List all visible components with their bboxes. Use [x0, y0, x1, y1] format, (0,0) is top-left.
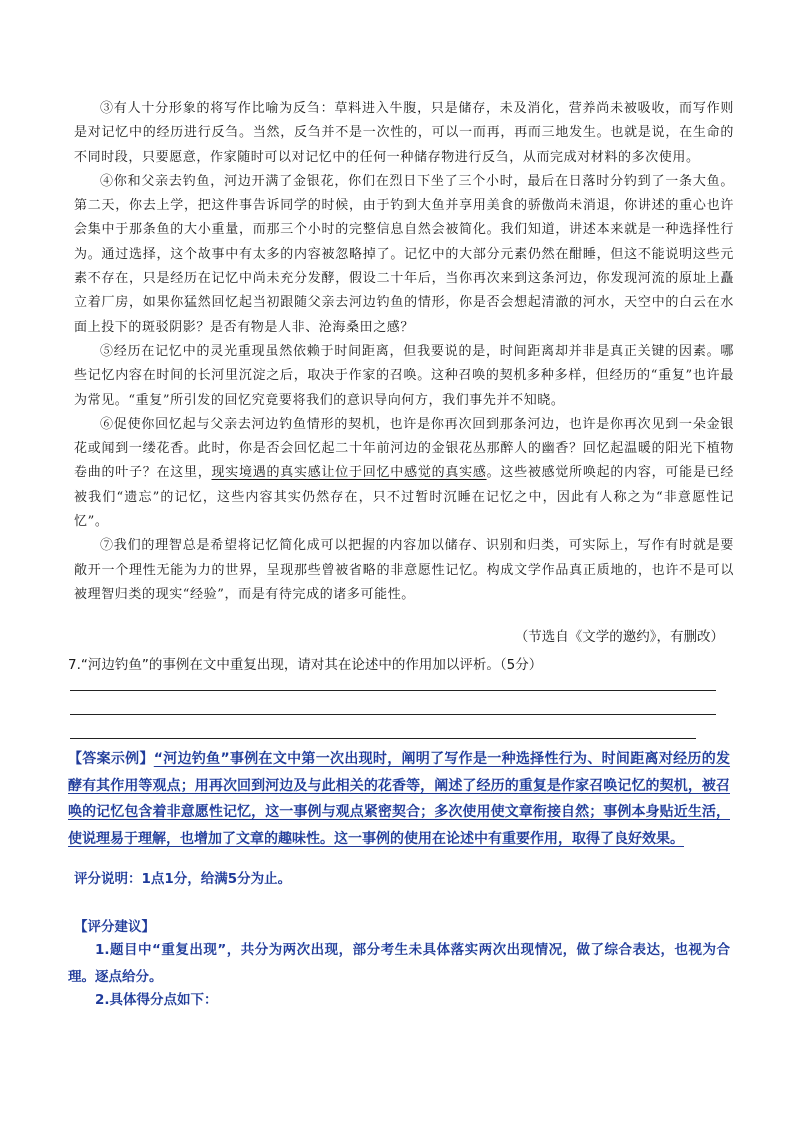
answer-blank-line-1[interactable]: [70, 690, 716, 691]
passage-paragraph-5: ⑤经历在记忆中的灵光重现虽然依赖于时间距离，但我要说的是，时间距离却并非是真正关键的因素。哪些记忆内容在时间的长河里沉淀之后，取决于作家的召唤。这种召唤的契机多种多样，但经历的“重复”也许最为常见。“重复”所引发的回忆究竟要将我们的意识导向何方，我们事先并不知晓。: [74, 343, 734, 408]
scoring-note: 评分说明：1点1分，给满5分为止。: [74, 871, 292, 887]
answer-example: [68, 746, 730, 852]
paragraph-6-text-b: 。这些被感觉所唤起的内容，可能是已经被我们“遗忘”的记忆，这些内容其实仍然存在，只不过暂时沉睡在记忆之中，因此有人称之为“非意愿性记忆”。: [74, 465, 734, 530]
answer-tag: 【答案示例】: [68, 751, 154, 767]
paragraph-6-text-a: ⑥促使你回忆起与父亲去河边钓鱼情形的契机，也许是你再次回到那条河边，也许是你再次见到一朵金银花或闻到一缕花香。此时，你是否会回忆起二十年前河边的金银花丛那醉人的幽香？回忆起温暖的阳光下植物卷曲的叶子？在这里，: [74, 416, 734, 481]
passage-paragraph-6: [74, 413, 734, 534]
answer-text: “河边钓鱼”事例在文中第一次出现时，阐明了写作是一种选择性行为、时间距离对经历的发酵有其作用等观点；用再次回到河边及与此相关的花香等，阐述了经历的重复是作家召唤记忆的契机，被召唤的记忆包含着非意愿性记忆，这一事例与观点紧密契合；多次使用使文章衔接自然；事例本身贴近生活，使说理易于理解，也增加了文章的趣味性。这一事例的使用在论述中有重要作用，取得了良好效果。: [68, 751, 731, 847]
advice-title: 【评分建议】: [74, 919, 155, 935]
passage: [74, 97, 734, 607]
answer-blank-line-3[interactable]: [70, 738, 696, 739]
passage-paragraph-7: ⑦我们的理智总是希望将记忆简化成可以把握的内容加以储存、识别和归类，可实际上，写作有时就是要敞开一个理性无能为力的世界，呈现那些曾被省略的非意愿性记忆。构成文学作品真正质地的，也许不是可以被理智归类的现实“经验”，而是有待完成的诸多可能性。: [74, 538, 734, 602]
advice-item-1: 1.题目中“重复出现”，共分为两次出现，部分考生未具体落实两次出现情况，做了综合表达，也视为合理。逐点给分。: [68, 942, 730, 985]
advice-item-2: 2.具体得分点如下：: [95, 992, 218, 1008]
passage-paragraph-3: ③有人十分形象的将写作比喻为反刍：草料进入牛腹，只是储存，未及消化，营养尚未被吸收，而写作则是对记忆中的经历进行反刍。当然，反刍并不是一次性的，可以一而再，再而三地发生。也就是说，在生命的不同时段，只要愿意，作家随时可以对记忆中的任何一种储存物进行反刍，从而完成对材料的多次使用。: [74, 101, 734, 165]
question-7: 7.“河边钓鱼”的事例在文中重复出现，请对其在论述中的作用加以评析。（5分）: [68, 657, 543, 673]
underlined-key-sentence: 现实境遇的真实感让位于回忆中感觉的真实感: [211, 465, 487, 481]
passage-paragraph-4: ④你和父亲去钓鱼，河边开满了金银花，你们在烈日下坐了三个小时，最后在日落时分钓到了一条大鱼。第二天，你去上学，把这件事告诉同学的时候，由于钓到大鱼并享用美食的骄傲尚未消退，你讲述的重心也许会集中于那条鱼的大小重量，而那三个小时的完整信息自然会被简化。我们知道，讲述本来就是一种选择性行为。通过选择，这个故事中有太多的内容被忽略掉了。记忆中的大部分元素仍然在酣睡，但这不能说明这些元素不存在，只是经历在记忆中尚未充分发酵，假设二十年后，当你再次来到这条河边，你发现河流的原址上矗立着厂房，如果你猛然回忆起当初跟随父亲去河边钓鱼的情形，你是否会想起清澈的河水，天空中的白云在水面上投下的斑驳阴影？是否有物是人非、沧海桑田之感？: [74, 173, 734, 335]
passage-source: （节选自《文学的邀约》，有删改）: [514, 629, 724, 645]
answer-blank-line-2[interactable]: [70, 714, 716, 715]
